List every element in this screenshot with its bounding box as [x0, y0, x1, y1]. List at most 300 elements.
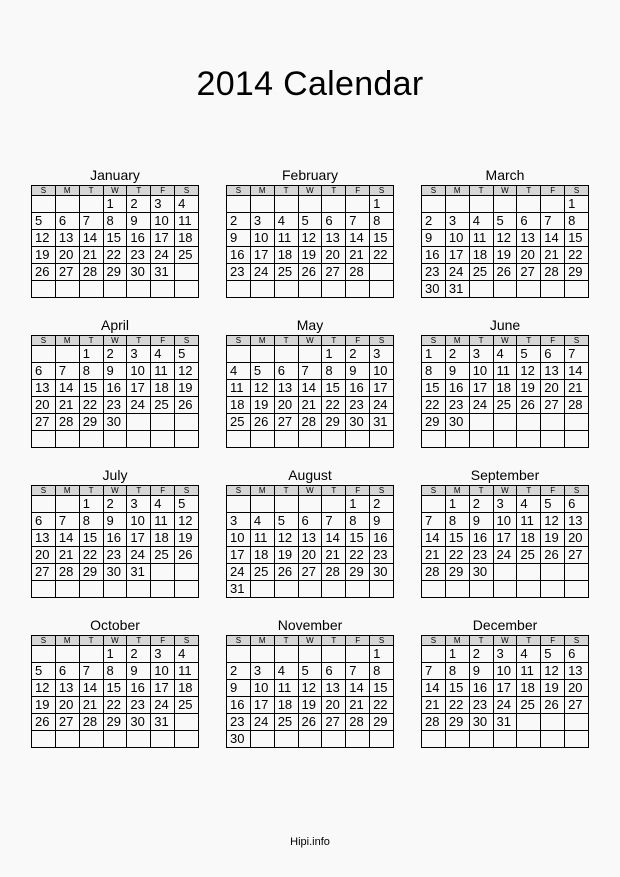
day-cell: 16: [103, 530, 127, 547]
day-cell: [274, 581, 298, 598]
day-cell: 10: [250, 680, 274, 697]
day-cell: 15: [79, 530, 103, 547]
day-cell: 2: [422, 213, 446, 230]
day-cell: 11: [250, 530, 274, 547]
day-cell: 10: [250, 230, 274, 247]
day-cell: 9: [445, 363, 469, 380]
day-cell: 13: [55, 230, 79, 247]
day-cell: 13: [274, 380, 298, 397]
weekday-label: T: [517, 636, 541, 646]
day-cell: [175, 564, 199, 581]
day-cell: 9: [346, 363, 370, 380]
day-cell: 1: [103, 646, 127, 663]
day-cell: [274, 646, 298, 663]
day-cell: 11: [274, 230, 298, 247]
day-cell: 2: [370, 496, 394, 513]
day-cell: 12: [32, 230, 56, 247]
day-cell: 6: [298, 513, 322, 530]
day-cell: [127, 431, 151, 448]
week-row: [227, 346, 394, 363]
day-cell: 4: [227, 363, 251, 380]
day-cell: 27: [565, 547, 589, 564]
day-cell: 26: [32, 714, 56, 731]
month-table: [31, 635, 199, 748]
month-block: [31, 166, 199, 304]
day-cell: [469, 414, 493, 431]
day-cell: 5: [298, 663, 322, 680]
weekday-header-row: [32, 636, 199, 646]
day-cell: [298, 646, 322, 663]
day-cell: [493, 581, 517, 598]
day-cell: 9: [103, 363, 127, 380]
day-cell: 6: [274, 363, 298, 380]
week-row: [227, 697, 394, 714]
weekday-label: F: [541, 636, 565, 646]
day-cell: 26: [274, 564, 298, 581]
day-cell: 17: [227, 547, 251, 564]
weekday-label: M: [445, 336, 469, 346]
day-cell: 30: [469, 714, 493, 731]
day-cell: 15: [79, 380, 103, 397]
week-row: [32, 264, 199, 281]
day-cell: 7: [541, 213, 565, 230]
weekday-label: W: [493, 636, 517, 646]
week-row: [227, 663, 394, 680]
day-cell: 20: [322, 247, 346, 264]
day-cell: 8: [445, 663, 469, 680]
day-cell: 15: [370, 230, 394, 247]
day-cell: [274, 196, 298, 213]
day-cell: 16: [127, 230, 151, 247]
day-cell: 27: [298, 564, 322, 581]
day-cell: 15: [445, 530, 469, 547]
day-cell: 30: [422, 281, 446, 298]
day-cell: [517, 564, 541, 581]
weekday-label: S: [565, 636, 589, 646]
week-row: [422, 513, 589, 530]
week-row: [227, 564, 394, 581]
day-cell: 1: [103, 196, 127, 213]
weekday-label: T: [322, 336, 346, 346]
weekday-label: F: [346, 336, 370, 346]
day-cell: 8: [322, 363, 346, 380]
day-cell: [493, 564, 517, 581]
day-cell: 18: [517, 680, 541, 697]
day-cell: 17: [445, 247, 469, 264]
day-cell: 3: [151, 646, 175, 663]
weekday-label: T: [127, 336, 151, 346]
week-row: [32, 581, 199, 598]
day-cell: 31: [151, 264, 175, 281]
weekday-label: S: [32, 186, 56, 196]
day-cell: 8: [103, 213, 127, 230]
day-cell: 26: [517, 397, 541, 414]
day-cell: 29: [346, 564, 370, 581]
weekday-label: F: [346, 636, 370, 646]
day-cell: 18: [469, 247, 493, 264]
weekday-header-row: [32, 186, 199, 196]
day-cell: 21: [346, 247, 370, 264]
day-cell: 14: [346, 680, 370, 697]
day-cell: 6: [32, 363, 56, 380]
weekday-label: F: [541, 186, 565, 196]
day-cell: 16: [422, 247, 446, 264]
day-cell: 19: [298, 247, 322, 264]
day-cell: 10: [151, 663, 175, 680]
day-cell: 5: [493, 213, 517, 230]
day-cell: 30: [370, 564, 394, 581]
day-cell: [322, 496, 346, 513]
day-cell: 3: [250, 663, 274, 680]
month-block: [421, 466, 589, 604]
day-cell: 29: [565, 264, 589, 281]
day-cell: 27: [32, 564, 56, 581]
weekday-label: M: [250, 186, 274, 196]
week-row: [32, 363, 199, 380]
weekday-label: T: [274, 486, 298, 496]
week-row: [227, 380, 394, 397]
day-cell: [127, 281, 151, 298]
weekday-label: S: [370, 636, 394, 646]
day-cell: [32, 346, 56, 363]
day-cell: [250, 196, 274, 213]
day-cell: 14: [422, 530, 446, 547]
day-cell: [346, 281, 370, 298]
day-cell: [250, 281, 274, 298]
day-cell: [175, 714, 199, 731]
day-cell: 9: [103, 513, 127, 530]
day-cell: 2: [103, 346, 127, 363]
weekday-label: S: [175, 486, 199, 496]
week-row: [227, 431, 394, 448]
month-table: [226, 185, 394, 298]
weekday-label: S: [422, 336, 446, 346]
day-cell: 6: [322, 663, 346, 680]
day-cell: [32, 196, 56, 213]
day-cell: 16: [445, 380, 469, 397]
weekday-label: M: [445, 636, 469, 646]
day-cell: 24: [493, 697, 517, 714]
weekday-label: T: [469, 186, 493, 196]
day-cell: 20: [322, 697, 346, 714]
day-cell: 12: [541, 663, 565, 680]
day-cell: 1: [346, 496, 370, 513]
weekday-label: W: [298, 186, 322, 196]
day-cell: 2: [227, 663, 251, 680]
day-cell: [227, 281, 251, 298]
month-block: [31, 466, 199, 604]
day-cell: [151, 414, 175, 431]
month-name: May: [296, 317, 324, 333]
day-cell: [541, 714, 565, 731]
month-table: [226, 485, 394, 598]
day-cell: 10: [493, 513, 517, 530]
day-cell: [227, 346, 251, 363]
day-cell: 29: [103, 714, 127, 731]
day-cell: [541, 431, 565, 448]
week-row: [32, 281, 199, 298]
day-cell: 22: [445, 697, 469, 714]
month-name: January: [90, 167, 140, 183]
day-cell: 10: [127, 513, 151, 530]
day-cell: 28: [346, 714, 370, 731]
day-cell: 16: [469, 680, 493, 697]
day-cell: 15: [422, 380, 446, 397]
day-cell: 29: [103, 264, 127, 281]
day-cell: 10: [469, 363, 493, 380]
day-cell: 7: [79, 663, 103, 680]
day-cell: 24: [445, 264, 469, 281]
day-cell: 1: [322, 346, 346, 363]
day-cell: 18: [227, 397, 251, 414]
day-cell: 23: [227, 714, 251, 731]
day-cell: 16: [346, 380, 370, 397]
day-cell: 29: [445, 564, 469, 581]
day-cell: [55, 496, 79, 513]
day-cell: [55, 281, 79, 298]
month-name: June: [489, 317, 521, 333]
day-cell: 7: [565, 346, 589, 363]
day-cell: [175, 431, 199, 448]
day-cell: 26: [493, 264, 517, 281]
week-row: [227, 714, 394, 731]
weekday-label: T: [469, 486, 493, 496]
day-cell: [322, 431, 346, 448]
day-cell: 23: [346, 397, 370, 414]
day-cell: 11: [469, 230, 493, 247]
day-cell: [517, 196, 541, 213]
day-cell: 14: [55, 380, 79, 397]
day-cell: 19: [541, 680, 565, 697]
day-cell: 29: [79, 414, 103, 431]
day-cell: [346, 196, 370, 213]
day-cell: 11: [517, 663, 541, 680]
day-cell: [565, 431, 589, 448]
day-cell: 2: [227, 213, 251, 230]
day-cell: 7: [79, 213, 103, 230]
day-cell: [32, 731, 56, 748]
week-row: [32, 513, 199, 530]
day-cell: [274, 431, 298, 448]
day-cell: 23: [127, 247, 151, 264]
day-cell: 9: [227, 680, 251, 697]
day-cell: 31: [370, 414, 394, 431]
weekday-label: T: [469, 636, 493, 646]
calendar-grid: [31, 166, 589, 754]
weekday-label: M: [250, 336, 274, 346]
day-cell: 24: [127, 547, 151, 564]
week-row: [32, 346, 199, 363]
day-cell: [127, 414, 151, 431]
week-row: [422, 496, 589, 513]
month-table: [226, 335, 394, 448]
day-cell: 21: [55, 547, 79, 564]
day-cell: 24: [250, 714, 274, 731]
footer-credit: Hipi.info: [290, 836, 330, 848]
day-cell: [445, 196, 469, 213]
day-cell: 5: [250, 363, 274, 380]
week-row: [422, 714, 589, 731]
day-cell: 28: [565, 397, 589, 414]
day-cell: [517, 714, 541, 731]
day-cell: 13: [32, 380, 56, 397]
week-row: [422, 281, 589, 298]
day-cell: [298, 581, 322, 598]
weekday-label: S: [32, 636, 56, 646]
day-cell: 19: [250, 397, 274, 414]
day-cell: 14: [346, 230, 370, 247]
day-cell: [55, 646, 79, 663]
day-cell: 7: [55, 363, 79, 380]
weekday-label: T: [79, 186, 103, 196]
day-cell: 23: [103, 397, 127, 414]
day-cell: [469, 581, 493, 598]
day-cell: [175, 581, 199, 598]
day-cell: 17: [250, 247, 274, 264]
weekday-label: T: [127, 186, 151, 196]
day-cell: [469, 731, 493, 748]
day-cell: 12: [541, 513, 565, 530]
day-cell: [493, 414, 517, 431]
day-cell: [151, 431, 175, 448]
day-cell: 23: [227, 264, 251, 281]
day-cell: 6: [517, 213, 541, 230]
day-cell: [517, 281, 541, 298]
day-cell: 29: [370, 714, 394, 731]
day-cell: 16: [370, 530, 394, 547]
day-cell: [445, 731, 469, 748]
day-cell: 28: [79, 714, 103, 731]
day-cell: 25: [175, 697, 199, 714]
day-cell: 16: [469, 530, 493, 547]
day-cell: [322, 731, 346, 748]
day-cell: [517, 414, 541, 431]
week-row: [422, 380, 589, 397]
week-row: [227, 230, 394, 247]
day-cell: [346, 731, 370, 748]
day-cell: [346, 431, 370, 448]
day-cell: 13: [32, 530, 56, 547]
day-cell: [103, 731, 127, 748]
day-cell: 4: [517, 496, 541, 513]
day-cell: 14: [79, 230, 103, 247]
week-row: [227, 281, 394, 298]
day-cell: [346, 646, 370, 663]
day-cell: [32, 281, 56, 298]
day-cell: 21: [298, 397, 322, 414]
week-row: [32, 564, 199, 581]
day-cell: 8: [422, 363, 446, 380]
day-cell: [541, 581, 565, 598]
day-cell: [32, 496, 56, 513]
day-cell: 3: [151, 196, 175, 213]
month-name: March: [485, 167, 525, 183]
weekday-label: W: [103, 486, 127, 496]
weekday-header-row: [422, 336, 589, 346]
day-cell: 15: [346, 530, 370, 547]
weekday-label: F: [346, 486, 370, 496]
day-cell: 5: [274, 513, 298, 530]
day-cell: 16: [227, 697, 251, 714]
day-cell: 26: [541, 697, 565, 714]
day-cell: [103, 281, 127, 298]
day-cell: 8: [79, 363, 103, 380]
day-cell: 4: [151, 496, 175, 513]
weekday-label: W: [493, 336, 517, 346]
day-cell: 28: [322, 564, 346, 581]
day-cell: 20: [565, 530, 589, 547]
day-cell: [517, 731, 541, 748]
week-row: [422, 564, 589, 581]
day-cell: 21: [79, 697, 103, 714]
day-cell: 9: [227, 230, 251, 247]
day-cell: 18: [517, 530, 541, 547]
weekday-label: W: [103, 336, 127, 346]
day-cell: 22: [370, 247, 394, 264]
weekday-label: F: [151, 336, 175, 346]
day-cell: 27: [55, 714, 79, 731]
day-cell: 23: [103, 547, 127, 564]
day-cell: [493, 196, 517, 213]
day-cell: 23: [127, 697, 151, 714]
day-cell: 29: [445, 714, 469, 731]
day-cell: [370, 264, 394, 281]
day-cell: 3: [493, 496, 517, 513]
day-cell: 27: [541, 397, 565, 414]
weekday-header-row: [422, 636, 589, 646]
month-table: [31, 485, 199, 598]
day-cell: [517, 431, 541, 448]
day-cell: 19: [175, 530, 199, 547]
day-cell: 3: [127, 496, 151, 513]
week-row: [32, 646, 199, 663]
day-cell: [298, 196, 322, 213]
weekday-label: S: [32, 486, 56, 496]
day-cell: [55, 431, 79, 448]
weekday-label: W: [103, 636, 127, 646]
week-row: [32, 196, 199, 213]
week-row: [422, 646, 589, 663]
day-cell: 7: [55, 513, 79, 530]
day-cell: 25: [469, 264, 493, 281]
month-table: [226, 635, 394, 748]
day-cell: [32, 581, 56, 598]
week-row: [227, 363, 394, 380]
day-cell: 25: [250, 564, 274, 581]
weekday-label: S: [565, 336, 589, 346]
day-cell: 26: [541, 547, 565, 564]
day-cell: 22: [322, 397, 346, 414]
day-cell: 22: [370, 697, 394, 714]
day-cell: 8: [565, 213, 589, 230]
day-cell: 29: [422, 414, 446, 431]
week-row: [422, 680, 589, 697]
day-cell: 4: [151, 346, 175, 363]
day-cell: 21: [322, 547, 346, 564]
month-name: September: [470, 467, 540, 483]
day-cell: 7: [422, 513, 446, 530]
day-cell: 1: [370, 646, 394, 663]
day-cell: 25: [227, 414, 251, 431]
day-cell: 4: [274, 663, 298, 680]
day-cell: 12: [32, 680, 56, 697]
day-cell: 26: [175, 547, 199, 564]
day-cell: 6: [55, 213, 79, 230]
weekday-label: S: [227, 186, 251, 196]
day-cell: [151, 731, 175, 748]
week-row: [32, 663, 199, 680]
weekday-label: W: [493, 486, 517, 496]
